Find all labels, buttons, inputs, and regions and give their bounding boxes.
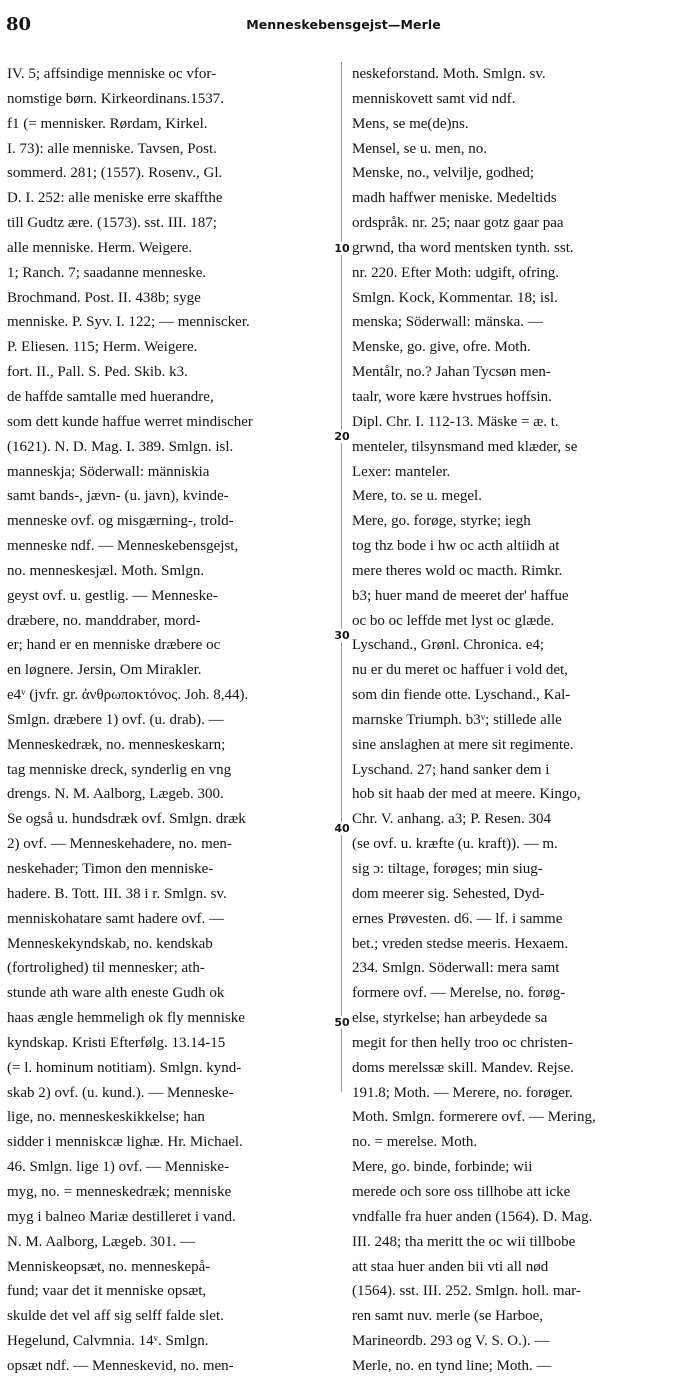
text-line: III. 248; tha meritt the oc wii tillbobe bbox=[352, 1233, 576, 1250]
text-line: tog thz bode i hw oc acth altiidh at bbox=[352, 538, 560, 555]
text-line: (1621). N. D. Mag. I. 389. Smlgn. isl. bbox=[7, 438, 234, 455]
text-line: Mere, go. forøge, styrke; iegh bbox=[352, 513, 531, 530]
text-line: 191.8; Moth. — Merere, no. forøger. bbox=[352, 1084, 573, 1101]
text-line: Menneskedræk, no. menneskeskarn; bbox=[7, 736, 226, 753]
text-line: e4ᵛ (jvfr. gr. ἀνθρωποκτόνος. Joh. 8,44). bbox=[7, 687, 249, 704]
text-line: Mensel, se u. men, no. bbox=[352, 140, 487, 157]
text-line: som dett kunde haffue werret mindischer bbox=[7, 413, 253, 430]
text-line: no. menneskesjæl. Moth. Smlgn. bbox=[7, 562, 205, 579]
text-line: Mere, to. se u. megel. bbox=[352, 488, 482, 505]
text-line: N. M. Aalborg, Lægeb. 301. — bbox=[7, 1233, 196, 1250]
text-line: Smlgn. dræbere 1) ovf. (u. drab). — bbox=[7, 711, 224, 728]
page-number: 80 bbox=[6, 14, 32, 35]
text-line: oc bo oc leffde met lyst oc glæde. bbox=[352, 612, 555, 629]
text-line: sidder i menniskcæ lighæ. Hr. Michael. bbox=[7, 1134, 243, 1151]
text-line: Se også u. hundsdræk ovf. Smlgn. dræk bbox=[7, 811, 246, 828]
text-line: D. I. 252: alle meniske erre skaffthe bbox=[7, 190, 223, 207]
text-line: ren samt nuv. merle (se Harboe, bbox=[352, 1308, 544, 1325]
text-line: skab 2) ovf. (u. kund.). — Menneske- bbox=[7, 1084, 234, 1101]
text-line: 2) ovf. — Menneskehadere, no. men- bbox=[7, 836, 232, 853]
text-line: som din fiende otte. Lyschand., Kal- bbox=[352, 687, 571, 704]
text-line: fund; vaar det it menniske opsæt, bbox=[7, 1283, 207, 1300]
text-line: drengs. N. M. Aalborg, Lægeb. 300. bbox=[7, 786, 224, 803]
text-line: alle menniske. Herm. Weigere. bbox=[7, 239, 193, 256]
line-number-marker: 30 bbox=[334, 629, 350, 642]
text-line: dom meerer sig. Sehested, Dyd- bbox=[352, 885, 545, 902]
text-line: geyst ovf. u. gestlig. — Menneske- bbox=[7, 587, 218, 604]
text-line: Menske, no., velvilje, godhed; bbox=[352, 165, 535, 182]
text-line: formere ovf. — Merelse, no. forøg- bbox=[352, 985, 566, 1002]
text-line: Chr. V. anhang. a3; P. Resen. 304 bbox=[352, 811, 552, 828]
text-line: en løgnere. Jersin, Om Mirakler. bbox=[7, 662, 202, 679]
text-line: madh haffwer meniske. Medeltids bbox=[352, 190, 557, 207]
text-line: vndfalle fra huer anden (1564). D. Mag. bbox=[352, 1208, 593, 1225]
text-line: taalr, wore kære hvstrues hoffsin. bbox=[352, 388, 552, 405]
text-line: tag menniske dreck, synderlig en vng bbox=[7, 761, 232, 778]
text-line: else, styrkelse; han arbeydede sa bbox=[352, 1010, 548, 1027]
text-line: menska; Söderwall: mänska. — bbox=[352, 314, 543, 331]
text-line: (1564). sst. III. 252. Smlgn. holl. mar- bbox=[352, 1283, 581, 1300]
text-line: f1 (= mennisker. Rørdam, Kirkel. bbox=[7, 115, 208, 132]
text-line: menniske. P. Syv. I. 122; — menniscker. bbox=[7, 314, 250, 331]
text-line: fort. II., Pall. S. Ped. Skib. k3. bbox=[7, 364, 188, 381]
text-line: Mens, se me(de)ns. bbox=[352, 115, 469, 132]
text-line: Merle, no. en tynd line; Moth. — bbox=[352, 1357, 552, 1374]
text-line: Mentålr, no.? Jahan Tycsøn men- bbox=[352, 364, 551, 381]
text-line: Menneskekyndskab, no. kendskab bbox=[7, 935, 213, 952]
line-number-marker: 50 bbox=[334, 1016, 350, 1029]
text-line: till Gudtz ære. (1573). sst. III. 187; bbox=[7, 215, 217, 232]
text-line: Lyschand. 27; hand sanker dem i bbox=[352, 761, 550, 778]
page-header bbox=[6, 14, 681, 38]
text-line: Mere, go. binde, forbinde; wii bbox=[352, 1159, 533, 1176]
text-line: de haffde samtalle med huerandre, bbox=[7, 388, 214, 405]
text-line: haas ængle hemmeligh ok fly menniske bbox=[7, 1010, 245, 1027]
text-line: Menniskeopsæt, no. menneskepå- bbox=[7, 1258, 211, 1275]
text-line: neskehader; Timon den menniske- bbox=[7, 861, 214, 877]
text-line: dræbere, no. manddraber, mord- bbox=[7, 612, 201, 629]
text-line: hadere. B. Tott. III. 38 i r. Smlgn. sv. bbox=[7, 885, 227, 902]
text-line: hob sit haab der med at meere. Kingo, bbox=[352, 786, 581, 803]
text-line: doms merelssæ skill. Mandev. Rejse. bbox=[352, 1059, 574, 1076]
text-line: myg i balneo Mariæ destilleret i vand. bbox=[7, 1208, 236, 1225]
text-line: megit for then helly troo oc christen- bbox=[352, 1034, 573, 1051]
text-line: nomstige børn. Kirkeordinans.1537. bbox=[7, 90, 225, 107]
text-line: Moth. Smlgn. formerere ovf. — Mering, bbox=[352, 1109, 596, 1126]
line-number-marker: 10 bbox=[334, 242, 350, 255]
column-divider bbox=[341, 62, 342, 1092]
text-line: Brochmand. Post. II. 438b; syge bbox=[7, 289, 201, 306]
text-line: mere theres wold oc macth. Rimkr. bbox=[352, 562, 563, 579]
text-line: nr. 220. Efter Moth: udgift, ofring. bbox=[352, 264, 560, 281]
text-line: ernes Prøvesten. d6. — lf. i samme bbox=[352, 910, 563, 927]
text-line: menneske ndf. — Menneskebensgejst, bbox=[7, 538, 239, 555]
text-line: Hegelund, Calvmnia. 14ᵛ. Smlgn. bbox=[7, 1333, 209, 1350]
line-number-marker: 20 bbox=[334, 430, 350, 443]
text-line: Dipl. Chr. I. 112-13. Mäske = æ. t. bbox=[352, 413, 559, 430]
text-line: merede och sore oss tillhobe att icke bbox=[352, 1183, 571, 1200]
text-line: kyndskap. Kristi Efterfølg. 13.14-15 bbox=[7, 1034, 226, 1051]
text-line: sommerd. 281; (1557). Rosenv., Gl. bbox=[7, 165, 223, 182]
text-line: Marineordb. 293 og V. S. O.). — bbox=[352, 1333, 550, 1350]
text-line: menneske ovf. og misgærning-, trold- bbox=[7, 513, 234, 530]
running-title: Menneskebensgejst—Merle bbox=[246, 17, 441, 32]
text-line: myg, no. = menneskedræk; menniske bbox=[7, 1183, 232, 1200]
text-line: att staa huer anden bii vti all nød bbox=[352, 1258, 549, 1275]
text-line: menniskovett samt vid ndf. bbox=[352, 90, 516, 107]
text-line: sig ɔ: tiltage, forøges; min siug- bbox=[352, 861, 543, 877]
text-line: bet.; vreden stedse meeris. Hexaem. bbox=[352, 935, 569, 952]
text-line: (se ovf. u. kræfte (u. kraft)). — m. bbox=[352, 836, 558, 853]
text-line: P. Eliesen. 115; Herm. Weigere. bbox=[7, 339, 198, 356]
text-line: er; hand er en menniske dræbere oc bbox=[7, 637, 221, 654]
text-line: opsæt ndf. — Menneskevid, no. men- bbox=[7, 1357, 234, 1374]
right-column bbox=[352, 62, 672, 1379]
text-line: menniskohatare samt hadere ovf. — bbox=[7, 910, 225, 927]
left-column bbox=[7, 62, 333, 1379]
text-line: (fortrolighed) til mennesker; ath- bbox=[7, 960, 205, 977]
text-line: menteler, tilsynsmand med klæder, se bbox=[352, 438, 578, 455]
line-number-marker: 40 bbox=[334, 822, 350, 835]
text-line: Smlgn. Kock, Kommentar. 18; isl. bbox=[352, 289, 558, 306]
text-line: Menske, go. give, ofre. Moth. bbox=[352, 339, 531, 356]
text-line: lige, no. menneskeskikkelse; han bbox=[7, 1109, 205, 1126]
text-line: samt bands-, jævn- (u. javn), kvinde- bbox=[7, 488, 229, 505]
text-line: Lexer: manteler. bbox=[352, 463, 451, 480]
text-line: (= l. hominum notitiam). Smlgn. kynd- bbox=[7, 1059, 242, 1076]
text-line: nu er du meret oc haffuer i vold det, bbox=[352, 662, 568, 679]
text-line: b3; huer mand de meeret der' haffue bbox=[352, 587, 569, 604]
text-line: I. 73): alle menniske. Tavsen, Post. bbox=[7, 140, 217, 157]
text-line: 234. Smlgn. Söderwall: mera samt bbox=[352, 960, 560, 977]
text-line: ordspråk. nr. 25; naar gotz gaar paa bbox=[352, 215, 564, 232]
text-line: neskeforstand. Moth. Smlgn. sv. bbox=[352, 66, 546, 82]
text-line: manneskja; Söderwall: människia bbox=[7, 463, 210, 480]
text-line: IV. 5; affsindige menniske oc vfor- bbox=[7, 66, 217, 82]
text-line: 46. Smlgn. lige 1) ovf. — Menniske- bbox=[7, 1159, 230, 1176]
text-line: stunde ath ware alth eneste Gudh ok bbox=[7, 985, 225, 1002]
text-line: no. = merelse. Moth. bbox=[352, 1134, 478, 1151]
text-line: 1; Ranch. 7; saadanne menneske. bbox=[7, 264, 207, 281]
text-line: Lyschand., Grønl. Chronica. e4; bbox=[352, 637, 545, 654]
text-line: skulde det vel aff sig selff falde slet. bbox=[7, 1308, 224, 1325]
text-line: marnske Triumph. b3ᵛ; stillede alle bbox=[352, 711, 562, 728]
text-line: sine anslaghen at mere sit regimente. bbox=[352, 736, 574, 753]
text-line: grwnd, tha word mentsken tynth. sst. bbox=[352, 239, 574, 256]
